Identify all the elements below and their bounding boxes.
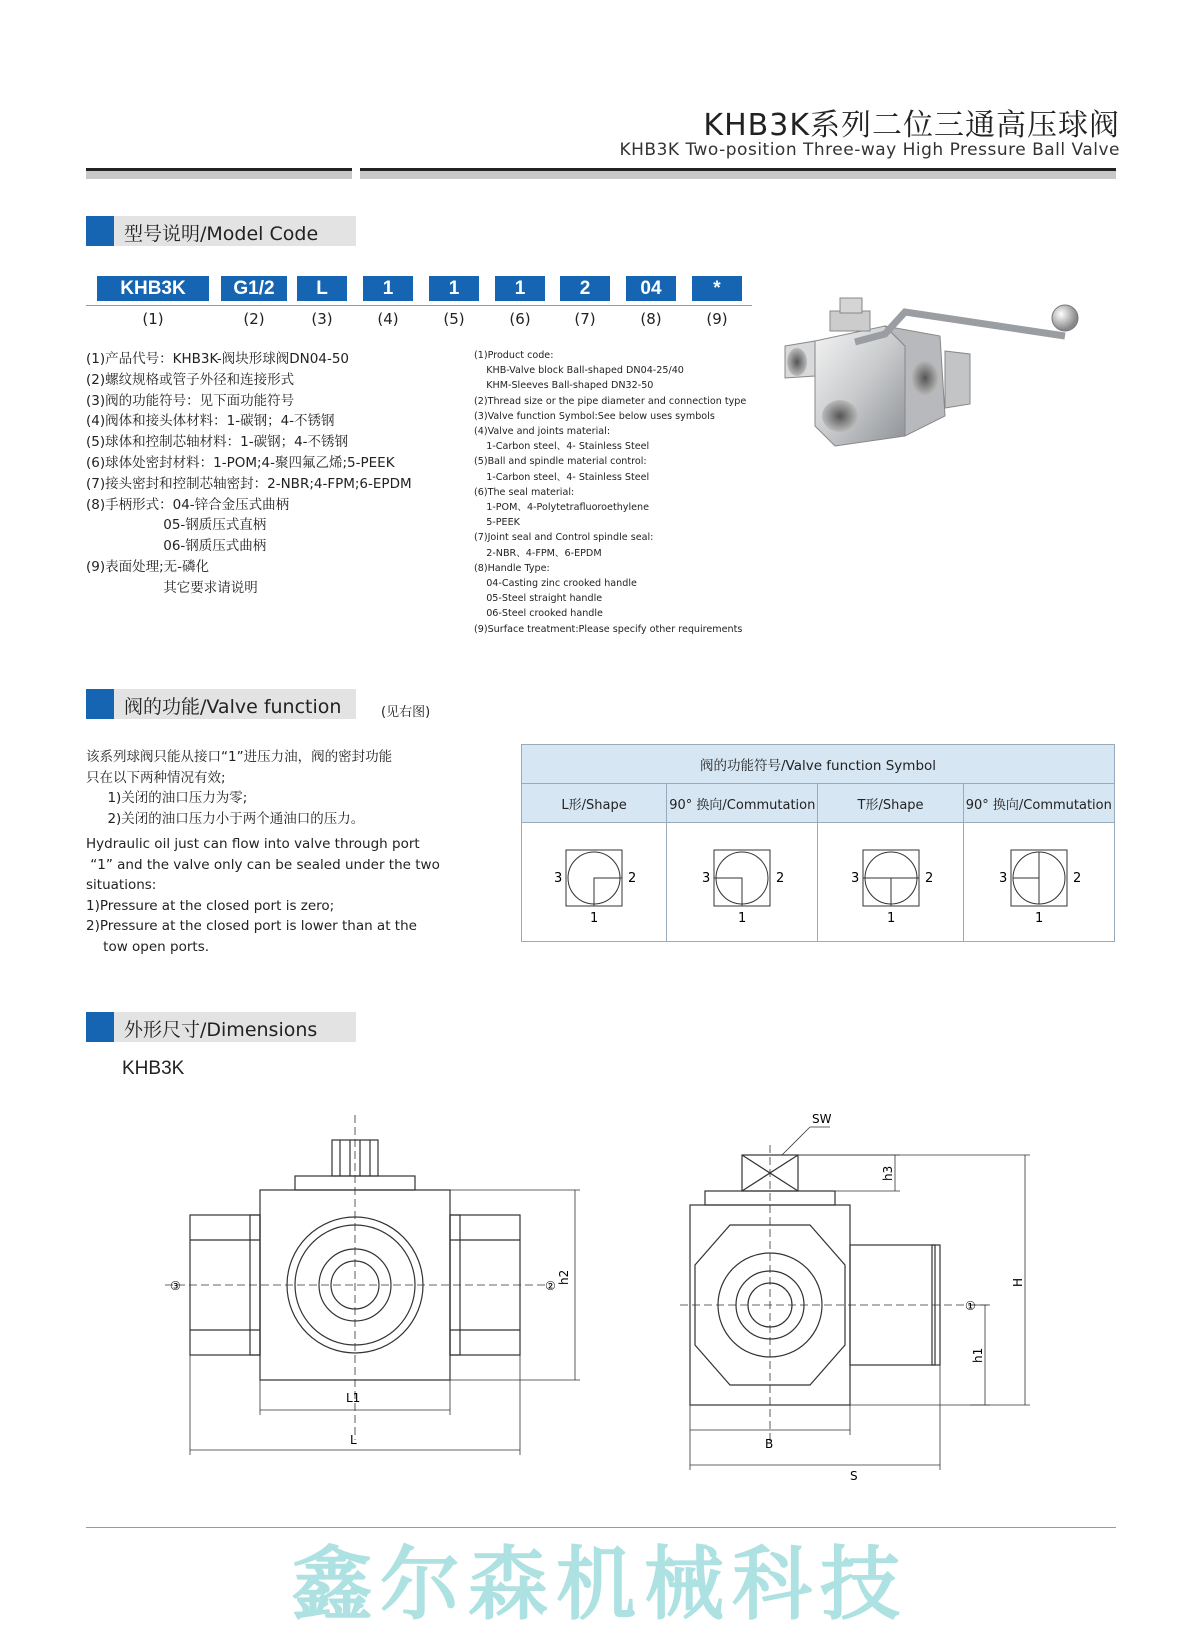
port-1-label: 1 bbox=[886, 911, 895, 926]
l-label: L bbox=[350, 1433, 357, 1447]
valve-symbol-table bbox=[521, 744, 1115, 942]
sw-label: SW bbox=[812, 1112, 832, 1126]
desc-en-line: 1-Carbon steel、4- Stainless Steel bbox=[474, 471, 650, 483]
h3-label: h3 bbox=[881, 1165, 895, 1181]
model-code-box: * bbox=[692, 276, 742, 301]
model-code-index: (5) bbox=[443, 310, 465, 328]
desc-en-line: (4)Valve and joints material: bbox=[474, 426, 611, 438]
desc-en-line: (2)Thread size or the pipe diameter and connection type bbox=[474, 395, 747, 407]
valve-function-cn-line: 该系列球阀只能从接口“1”进压力油，阀的密封功能 bbox=[86, 749, 393, 765]
code-underline bbox=[86, 305, 752, 306]
valve-function-cn-line: 2)关闭的油口压力小于两个通油口的压力。 bbox=[86, 810, 365, 827]
desc-cn-line: 05-钢质压式直柄 bbox=[86, 517, 267, 534]
desc-cn-line: 其它要求请说明 bbox=[86, 579, 258, 596]
model-code-desc-en bbox=[474, 348, 746, 637]
desc-en-line: 1-Carbon steel、4- Stainless Steel bbox=[474, 441, 650, 453]
port-2-label: 2 bbox=[776, 871, 785, 886]
valve-function-text-cn bbox=[86, 747, 392, 829]
desc-cn-line: (9)表面处理;无-磷化 bbox=[86, 558, 210, 575]
section-valve-function bbox=[86, 689, 356, 719]
symbol-col-header: 90° 换向/Commutation bbox=[963, 784, 1114, 823]
desc-en-line: 04-Casting zinc crooked handle bbox=[474, 578, 637, 590]
model-code-box: 1 bbox=[495, 276, 545, 301]
desc-cn-line: (6)球体处密封材料：1-POM;4-聚四氟乙烯;5-PEEK bbox=[86, 454, 395, 471]
H-label: H bbox=[1011, 1277, 1025, 1287]
port-2-label: 2 bbox=[924, 871, 933, 886]
model-code-box: 2 bbox=[560, 276, 610, 301]
symbol-l-shape bbox=[522, 823, 667, 942]
page-subtitle: KHB3K Two-position Three-way High Pressure Ball Valve bbox=[619, 140, 1120, 160]
valve-function-text-en bbox=[86, 834, 440, 957]
desc-cn-line: (5)球体和控制芯轴材料：1-碳钢；4-不锈钢 bbox=[86, 434, 349, 451]
side-view-drawing bbox=[670, 1105, 1060, 1485]
desc-en-line: (9)Surface treatment:Please specify other requirements bbox=[474, 623, 743, 635]
model-code-index: (1) bbox=[142, 310, 164, 328]
desc-en-line: (8)Handle Type: bbox=[474, 562, 550, 574]
symbol-l-commutation bbox=[667, 823, 818, 942]
desc-cn-line: 06-钢质压式曲柄 bbox=[86, 538, 267, 555]
valve-function-en-line: 2)Pressure at the closed port is lower than at the bbox=[86, 918, 417, 934]
model-code-index: (4) bbox=[377, 310, 399, 328]
symbol-col-header: 90° 换向/Commutation bbox=[667, 784, 818, 823]
company-watermark: 鑫尔森机械科技 bbox=[292, 1538, 908, 1631]
desc-cn-line: (1)产品代号：KHB3K-阀块形球阀DN04-50 bbox=[86, 351, 350, 367]
valve-function-cn-line: 1)关闭的油口压力为零; bbox=[86, 790, 248, 806]
desc-cn-line: (2)螺纹规格或管子外径和连接形式 bbox=[86, 371, 295, 388]
B-label: B bbox=[765, 1437, 774, 1451]
valve-function-en-line: tow open ports. bbox=[86, 938, 210, 955]
section-dimensions-title: 外形尺寸/Dimensions bbox=[124, 1019, 318, 1041]
port-2-label: 2 bbox=[628, 871, 637, 886]
port-3-label: 3 bbox=[702, 871, 711, 886]
desc-en-line: KHM-Sleeves Ball-shaped DN32-50 bbox=[474, 380, 654, 392]
model-code-box: L bbox=[297, 276, 347, 301]
h1-label: h1 bbox=[971, 1347, 985, 1363]
model-code-index: (2) bbox=[243, 310, 265, 328]
S-label: S bbox=[850, 1469, 858, 1483]
desc-en-line: (7)Joint seal and Control spindle seal: bbox=[474, 532, 654, 544]
port-3-label: 3 bbox=[998, 871, 1008, 886]
model-code-index: (6) bbox=[509, 310, 531, 328]
model-code-box: 1 bbox=[429, 276, 479, 301]
desc-cn-line: (4)阀体和接头体材料：1-碳钢；4-不锈钢 bbox=[86, 413, 335, 430]
desc-en-line: (5)Ball and spindle material control: bbox=[474, 456, 647, 468]
symbol-col-header: L形/Shape bbox=[522, 784, 667, 823]
section-dimensions bbox=[86, 1012, 356, 1042]
header-rule-right bbox=[360, 168, 1116, 179]
symbol-table-title: 阀的功能符号/Valve function Symbol bbox=[522, 745, 1115, 784]
l1-label: L1 bbox=[346, 1391, 361, 1405]
port-1-label: 1 bbox=[738, 911, 747, 926]
desc-en-line: 06-Steel crooked handle bbox=[474, 608, 603, 620]
desc-en-line: 05-Steel straight handle bbox=[474, 593, 603, 605]
desc-en-line: KHB-Valve block Ball-shaped DN04-25/40 bbox=[474, 365, 684, 377]
desc-en-line: 2-NBR、4-FPM、6-EPDM bbox=[474, 547, 602, 559]
section-marker bbox=[86, 1012, 114, 1042]
desc-cn-line: (7)接头密封和控制芯轴密封：2-NBR;4-FPM;6-EPDM bbox=[86, 475, 412, 492]
desc-en-line: 1-POM、4-Polytetrafluoroethylene bbox=[474, 502, 650, 514]
port-1-label: 1 bbox=[590, 911, 599, 926]
valve-function-en-line: Hydraulic oil just can flow into valve through port bbox=[86, 836, 420, 852]
model-code-box: KHB3K bbox=[97, 276, 209, 301]
port-3-marker: ③ bbox=[170, 1279, 181, 1293]
section-marker bbox=[86, 689, 114, 719]
model-code-box: 04 bbox=[626, 276, 676, 301]
valve-function-en-line: situations: bbox=[86, 877, 157, 893]
symbol-t-shape bbox=[818, 823, 963, 942]
desc-cn-line: (3)阀的功能符号：见下面功能符号 bbox=[86, 392, 295, 409]
symbol-col-header: T形/Shape bbox=[818, 784, 963, 823]
section-model-code-title: 型号说明/Model Code bbox=[124, 223, 319, 245]
section-valve-function-title: 阀的功能/Valve function bbox=[124, 696, 342, 718]
front-view-drawing bbox=[150, 1110, 610, 1470]
desc-en-line: 5-PEEK bbox=[474, 517, 520, 529]
port-1-label: 1 bbox=[1034, 911, 1044, 926]
model-code-box: 1 bbox=[363, 276, 413, 301]
model-code-box: G1/2 bbox=[221, 276, 287, 301]
port-3-label: 3 bbox=[850, 871, 859, 886]
section-model-code bbox=[86, 216, 356, 246]
page-title: KHB3K系列二位三通高压球阀 bbox=[703, 108, 1120, 143]
model-code-index: (8) bbox=[640, 310, 662, 328]
port-2-marker: ② bbox=[545, 1279, 556, 1293]
port-3-label: 3 bbox=[554, 871, 563, 886]
model-code-desc-cn bbox=[86, 349, 412, 599]
model-code-index: (9) bbox=[706, 310, 728, 328]
port-1-marker: ① bbox=[965, 1299, 976, 1313]
port-2-label: 2 bbox=[1072, 871, 1082, 886]
valve-product-photo bbox=[775, 296, 1120, 466]
symbol-t-commutation bbox=[963, 823, 1114, 942]
header-rule-left bbox=[86, 168, 352, 179]
valve-function-en-line: 1)Pressure at the closed port is zero; bbox=[86, 897, 335, 914]
desc-en-line: (6)The seal material: bbox=[474, 486, 575, 498]
section-marker bbox=[86, 216, 114, 246]
desc-en-line: (3)Valve function Symbol:See below uses symbols bbox=[474, 410, 715, 422]
h2-label: h2 bbox=[557, 1269, 571, 1285]
valve-function-cn-line: 只在以下两种情况有效; bbox=[86, 769, 226, 786]
dimension-model-label: KHB3K bbox=[122, 1058, 185, 1079]
desc-cn-line: (8)手柄形式：04-锌合金压式曲柄 bbox=[86, 496, 290, 513]
see-right-note: (见右图) bbox=[381, 705, 431, 720]
model-code-index: (3) bbox=[311, 310, 333, 328]
valve-function-en-line: “1” and the valve only can be sealed under the two bbox=[86, 856, 440, 873]
model-code-index: (7) bbox=[574, 310, 596, 328]
desc-en-line: (1)Product code: bbox=[474, 350, 554, 361]
